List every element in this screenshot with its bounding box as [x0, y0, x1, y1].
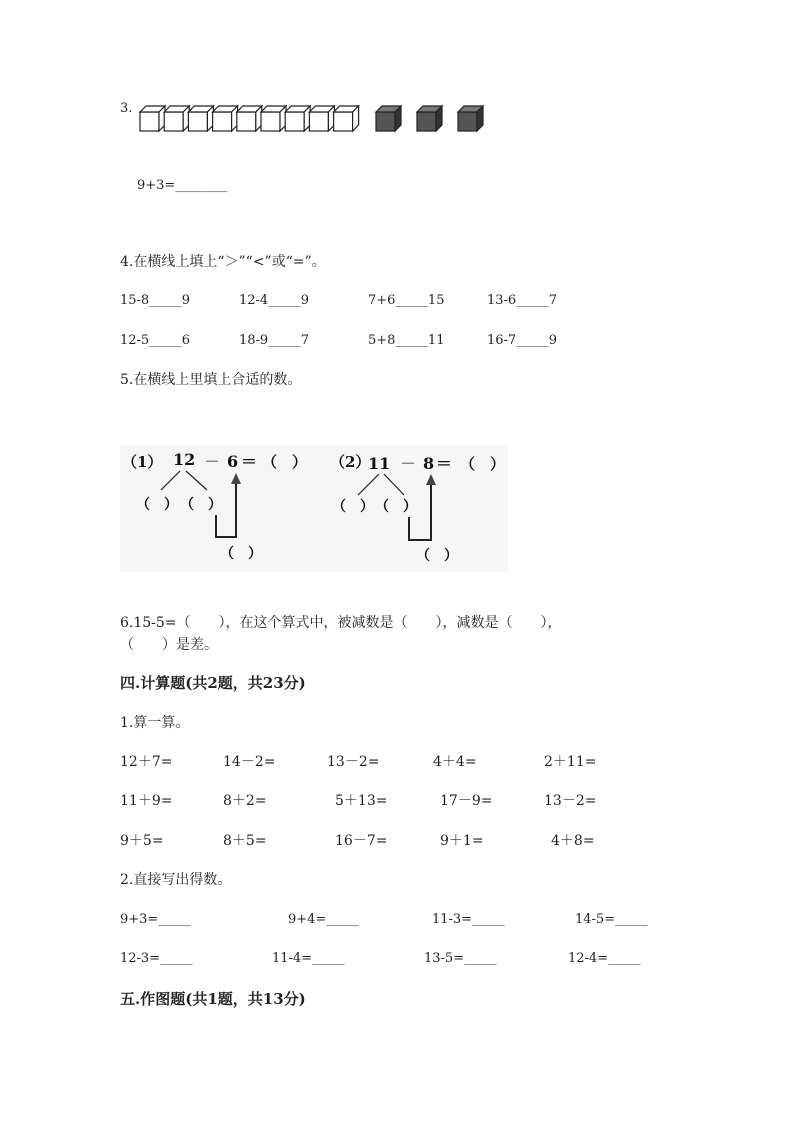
q3-number: 3. [120, 101, 133, 116]
calc-r1-c4: 4＋4= [433, 754, 477, 770]
white-cube [140, 106, 165, 131]
diagram1-answer: （ ） [262, 453, 308, 471]
diagram2-split-a: （ ） [332, 499, 374, 515]
calc-r3-c2: 8＋5= [223, 833, 267, 849]
q6-line2: （ ）是差。 [120, 637, 218, 653]
section4-sub2-title: 2.直接写出得数。 [120, 872, 232, 888]
white-cube [188, 106, 213, 131]
calc-r2-c2: 8＋2= [223, 793, 267, 809]
calc-r3-c3: 16－7= [335, 833, 388, 849]
calc-r2-c5: 13－2= [544, 793, 597, 809]
diagram2-answer: （ ） [460, 455, 506, 473]
gray-cube-group [376, 106, 483, 131]
cube-row [138, 104, 488, 134]
q4-r2-c2: 18-9_____7 [239, 333, 309, 348]
section5-title: 五.作图题(共1题，共13分) [120, 990, 306, 1008]
diagram2-minus: － [400, 454, 417, 473]
diagram2-split-b: （ ） [375, 499, 417, 515]
direct-r2-c3: 13-5=_____ [424, 951, 497, 966]
calc-r2-c4: 17－9= [440, 793, 493, 809]
calc-r1-c3: 13－2= [327, 754, 380, 770]
q4-r1-c4: 13-6_____7 [487, 293, 557, 308]
direct-r2-c2: 11-4=_____ [272, 951, 345, 966]
white-cube [164, 106, 189, 131]
calc-r3-c5: 4＋8= [551, 833, 595, 849]
white-cube-group [140, 106, 359, 131]
diagram1-arrow-icon [231, 473, 241, 484]
calc-r3-c1: 9＋5= [120, 833, 164, 849]
diagram1-subtrahend: 6 [227, 452, 239, 471]
white-cube [309, 106, 334, 131]
q3-equation: 9+3=________ [137, 178, 228, 193]
diagram2-branch-right [384, 474, 404, 495]
diagram1-minuend: 12 [173, 450, 196, 469]
q4-r2-c4: 16-7_____9 [487, 333, 557, 348]
diagram1-split-a: （ ） [136, 497, 178, 513]
q4-r2-c1: 12-5_____6 [120, 333, 190, 348]
calc-r2-c3: 5＋13= [335, 793, 388, 809]
diagram1-result: （ ） [220, 546, 262, 562]
diagram1-equals: ＝ [241, 452, 258, 471]
calc-r2-c1: 11＋9= [120, 793, 173, 809]
direct-r2-c1: 12-3=_____ [120, 951, 193, 966]
calc-r1-c5: 2＋11= [544, 754, 597, 770]
white-cube [237, 106, 262, 131]
q4-r1-c3: 7+6_____15 [368, 293, 445, 308]
q4-title: 4.在横线上填上“＞”“<”或“=”。 [120, 254, 326, 270]
diagram2-equals: ＝ [436, 454, 453, 473]
direct-r1-c4: 14-5=_____ [575, 912, 648, 927]
diagram1-split-b: （ ） [180, 497, 222, 513]
white-cube [213, 106, 238, 131]
calc-r3-c4: 9＋1= [440, 833, 484, 849]
diagram1-branch-left [161, 471, 180, 490]
calc-r1-c1: 12＋7= [120, 754, 173, 770]
white-cube [261, 106, 286, 131]
section4-sub1-title: 1.算一算。 [120, 715, 190, 731]
q4-r1-c1: 15-8_____9 [120, 293, 190, 308]
q6-line1: 6.15-5=（ ），在这个算式中，被减数是（ ），减数是（ ）， [120, 615, 562, 631]
diagram2-arrow-icon [426, 474, 436, 485]
direct-r2-c4: 12-4=_____ [568, 951, 641, 966]
direct-r1-c2: 9+4=_____ [288, 912, 359, 927]
diagram2-result: （ ） [416, 548, 458, 564]
diagram1-label: （1） [122, 453, 163, 471]
direct-r1-c3: 11-3=_____ [432, 912, 505, 927]
q4-r2-c3: 5+8_____11 [368, 333, 445, 348]
diagram2-branch-left [358, 474, 379, 495]
section4-title: 四.计算题(共2题，共23分) [120, 674, 306, 692]
diagram2-label: （2） [330, 453, 371, 471]
subtraction-diagram [120, 445, 508, 572]
white-cube [334, 106, 359, 131]
direct-r1-c1: 9+3=_____ [120, 912, 191, 927]
diagram2-subtrahend: 8 [423, 454, 435, 473]
diagram1-branch-right [186, 471, 207, 490]
gray-cube [417, 106, 442, 131]
calc-r1-c2: 14－2= [223, 754, 276, 770]
gray-cube [458, 106, 483, 131]
white-cube [285, 106, 310, 131]
diagram2-minuend: 11 [368, 454, 391, 473]
q5-title: 5.在横线上里填上合适的数。 [120, 372, 302, 388]
diagram1-minus: － [204, 452, 221, 471]
gray-cube [376, 106, 401, 131]
q4-r1-c2: 12-4_____9 [239, 293, 309, 308]
